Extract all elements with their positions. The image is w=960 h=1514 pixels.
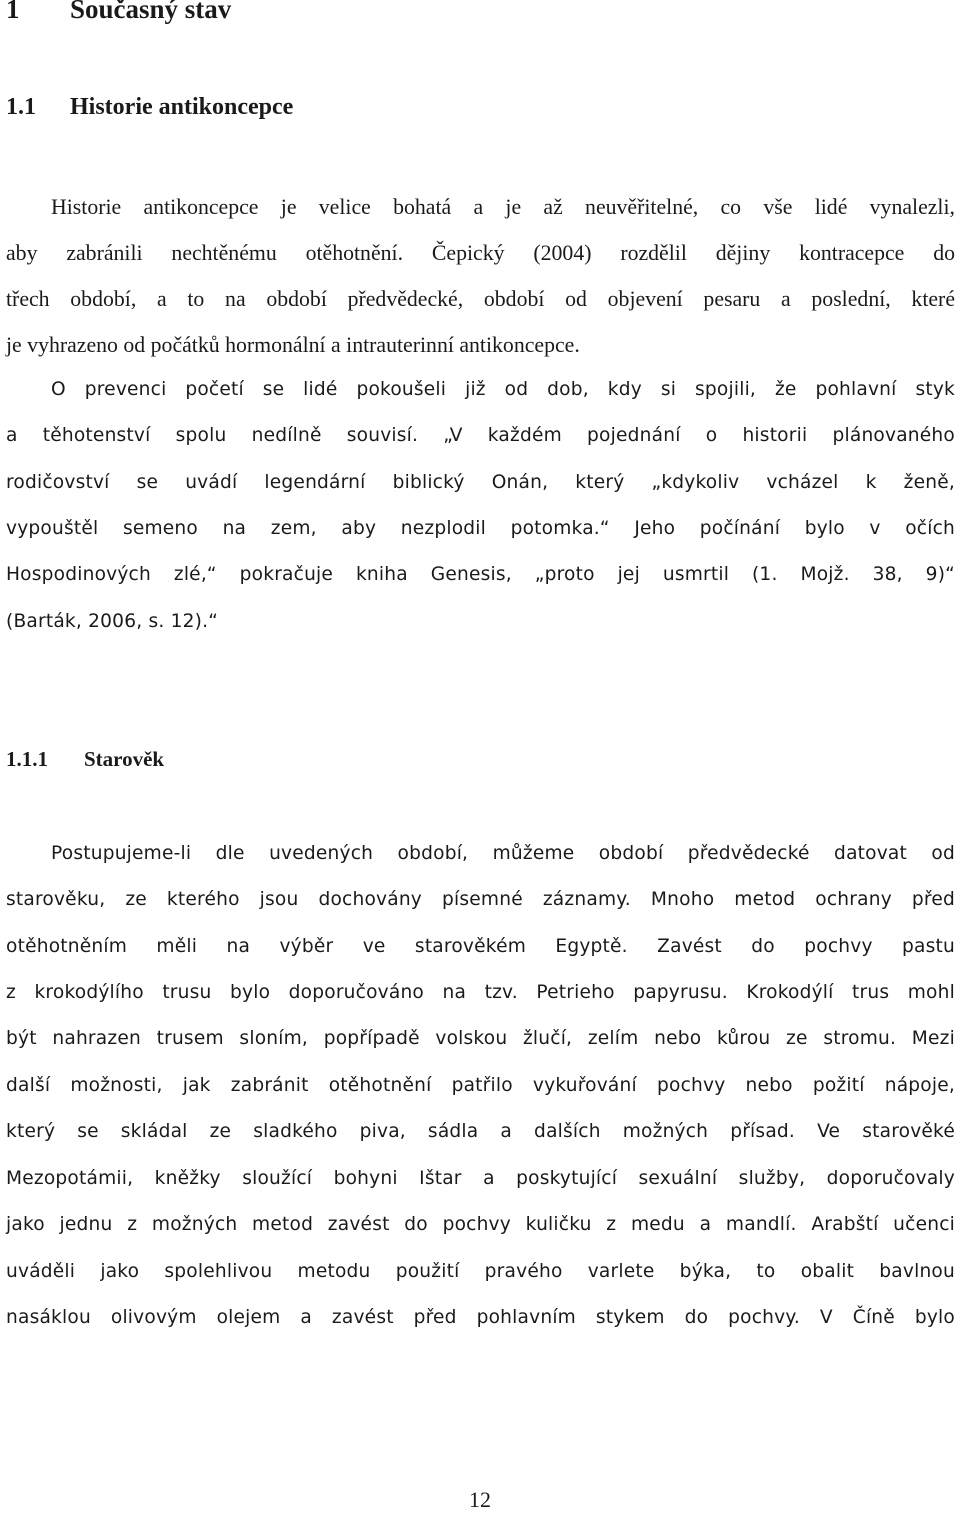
text-line: Mezopotámii, kněžky sloužící bohyni Ištar a poskytující sexuální služby, doporučovaly <box>6 1168 955 1189</box>
text-line: Hospodinových zlé,“ pokračuje kniha Genesis, „proto jej usmrtil (1. Mojž. 38, 9)“ <box>6 564 955 585</box>
text-line: rodičovství se uvádí legendární biblický Onán, který „kdykoliv vcházel k ženě, <box>6 472 955 493</box>
text-line: který se skládal ze sladkého piva, sádla a dalších možných přísad. Ve starověké <box>6 1121 955 1142</box>
heading-1-number: 1 <box>6 0 20 24</box>
heading-3 <box>6 747 164 772</box>
text-line: nasáklou olivovým olejem a zavést před pohlavním stykem do pochvy. V Číně bylo <box>6 1307 955 1328</box>
text-line: z krokodýlího trusu bylo doporučováno na tzv. Petrieho papyrusu. Krokodýlí trus mohl <box>6 982 955 1003</box>
page-number: 12 <box>469 1487 491 1512</box>
text-line: (Barták, 2006, s. 12).“ <box>6 611 219 632</box>
text-line: starověku, ze kterého jsou dochovány písemné záznamy. Mnoho metod ochrany před <box>6 889 955 910</box>
text-line: aby zabránili nechtěnému otěhotnění. Čepický (2004) rozdělil dějiny kontracepce do <box>6 241 955 265</box>
text-line: uváděli jako spolehlivou metodu použití pravého varlete býka, to obalit bavlnou <box>6 1261 955 1282</box>
heading-3-number: 1.1.1 <box>6 747 48 771</box>
text-line: a těhotenství spolu nedílně souvisí. „V každém pojednání o historii plánovaného <box>6 425 955 446</box>
heading-1-title: Současný stav <box>70 0 232 24</box>
text-line: být nahrazen trusem sloním, popřípadě volskou žlučí, zelím nebo kůrou ze stromu. Mezi <box>6 1028 955 1049</box>
text-line: otěhotněním měli na výběr ve starověkém Egyptě. Zavést do pochvy pastu <box>6 936 955 957</box>
text-line: další možnosti, jak zabránit otěhotnění patřilo vykuřování pochvy nebo požití nápoje, <box>6 1075 955 1096</box>
text-line: jako jednu z možných metod zavést do pochvy kuličku z medu a mandlí. Arabští učenci <box>6 1214 955 1235</box>
heading-2-number: 1.1 <box>6 94 36 120</box>
text-line: třech období, a to na období předvědecké, období od objevení pesaru a poslední, které <box>6 287 955 311</box>
heading-2-title: Historie antikoncepce <box>70 94 294 120</box>
text-line: Postupujeme-li dle uvedených období, můžeme období předvědecké datovat od <box>51 843 955 864</box>
heading-2 <box>6 94 293 121</box>
text-line: je vyhrazeno od počátků hormonální a intrauterinní antikoncepce. <box>6 333 580 357</box>
heading-3-title: Starověk <box>84 747 165 771</box>
heading-1 <box>6 0 231 25</box>
text-line: Historie antikoncepce je velice bohatá a je až neuvěřitelné, co vše lidé vynalezli, <box>51 195 955 219</box>
text-line: O prevenci početí se lidé pokoušeli již od dob, kdy si spojili, že pohlavní styk <box>51 379 955 400</box>
text-line: vypouštěl semeno na zem, aby nezplodil potomka.“ Jeho počínání bylo v očích <box>6 518 955 539</box>
